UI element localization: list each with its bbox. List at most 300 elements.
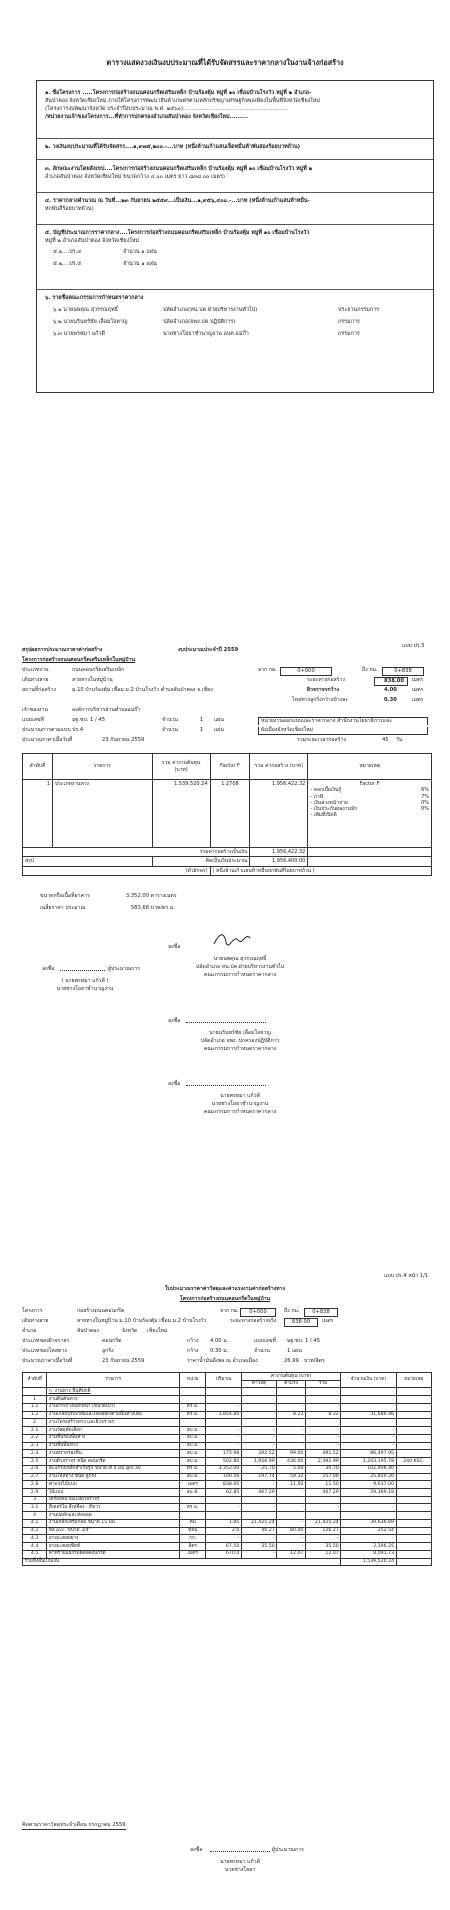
cell-qty: 3,854.80 <box>206 1411 241 1419</box>
cell-seq: 2.8 <box>23 1481 47 1489</box>
committee-member: ๖.๑ นายนพคุณ สุวรรณฤทธิ์ ปลัดอำเภอ(หน.ปค.ฝ่ายบริหารงานทั่วไป) ประธานกรรมการ <box>53 307 380 314</box>
cell-item: ยางมะตอยยาง <box>47 1535 180 1543</box>
cell-qty: 838.00 <box>206 1481 241 1489</box>
cell-mat: - <box>241 1403 276 1411</box>
cell-lab: 80.00 <box>277 1527 306 1535</box>
signature-scribble <box>212 930 252 948</box>
section-scope <box>45 165 429 181</box>
table-row <box>23 1388 432 1396</box>
cell-seq: 4.2 <box>23 1527 47 1535</box>
cell-lab: - <box>277 1543 306 1551</box>
col-total: จำนวนเงิน (บาท) <box>341 1373 396 1388</box>
cell-lab <box>277 1496 306 1504</box>
cell-unit: เมตร <box>179 1550 206 1558</box>
cell-seq: 2.7 <box>23 1473 47 1481</box>
cell-mat: 467.29 <box>241 1489 276 1497</box>
cell-note <box>396 1496 431 1504</box>
cell-item: งานโครงสร้างทาง และผิวจราจร <box>47 1419 180 1427</box>
cell-sum: 21,425.24 <box>305 1519 340 1527</box>
cell-seq: 1.2 <box>23 1411 47 1419</box>
estimator-role: ผู้ประมาณการ <box>272 1847 304 1853</box>
col-note: หมายเหตุ <box>396 1373 431 1388</box>
cell-item: งานไหล่ทาง ชนิด ลูกรัง <box>47 1473 180 1481</box>
table-row <box>23 1504 432 1512</box>
section-budget: ๒. วงเงินงบประมาณที่ได้รับจัดสรร....๑,๙๗๕,๒๐๐.-...บาท (หนึ่งล้านเก้าแสนเจ็ดหมื่นห้าพันสองร้อยบาทถ้วน) <box>45 144 301 150</box>
estimate-item: ๕.๒....ปร.๕ จำนวน ๑ แผ่น <box>53 261 157 268</box>
cell-note <box>396 1519 431 1527</box>
cell-unit: ลบ.ม. <box>179 1450 206 1458</box>
table-row <box>23 1489 432 1497</box>
cell-item: งานดินคันทาง <box>47 1396 180 1404</box>
cell-qty: 2.0 <box>206 1527 241 1535</box>
col-unit-cost: ค่างานต้นทุน (บาท) <box>241 1373 340 1381</box>
cell-total <box>341 1396 396 1404</box>
signature-lead: ลงชื่อ <box>190 1847 203 1853</box>
project-line-1: ๑. ชื่อโครงการ .....โครงการก่อสร้างถนนคอนกรีตเสริมเหล็ก บ้านร้องตุ้ม หมู่ที่ ๑๐ เชื่อมบ้านโรงวัว หมู่ที่ ๒ อำเภอ- <box>45 90 312 96</box>
col-qty: ปริมาณ <box>206 1373 241 1388</box>
signature-block: นายนรินทร์ชัย เลื่อมใจหาญ ปลัดอำเภอ จพง. ปกครองปฏิบัติการ คณะกรรมการกำหนดราคากลาง <box>200 1030 280 1052</box>
cell-lab: - <box>277 1535 306 1543</box>
cell-note <box>396 1481 431 1489</box>
cell-unit: กก. <box>179 1535 206 1543</box>
cell-total: - <box>341 1442 396 1450</box>
info-row: ประมาณการตามแบบ ปร.4 จำนวน 1 แผ่น ผังเมืองจังหวัดเชียงใหม่ <box>22 727 432 737</box>
cell-seq: 1.1 <box>23 1403 47 1411</box>
cell-lab <box>277 1419 306 1427</box>
cell-note <box>396 1473 431 1481</box>
table-row <box>23 1411 432 1419</box>
cell-qty: 175.98 <box>206 1450 241 1458</box>
estimate-item: ๕.๑....ปร.๔ จำนวน ๑ แผ่น <box>53 249 157 256</box>
cell-sum: 30.70 <box>305 1465 340 1473</box>
table-words-row: (ตัวอักษร) ( หนึ่งล้านเก้าแสนห้าหมื่นหกพันสี่ร้อยบาทถ้วน ) <box>23 866 432 875</box>
fiscal-year: งบประมาณประจำปี 2559 <box>178 647 239 653</box>
cell-seq: 2.4 <box>23 1450 47 1458</box>
table-row <box>23 1427 432 1435</box>
cell-item: ค่าทรายแยกรอยต่อคอนกรีต <box>47 1550 180 1558</box>
cell-mat: - <box>241 1550 276 1558</box>
cell-seq <box>23 1388 47 1396</box>
cell-mat: - <box>241 1442 276 1450</box>
cell-qty: - <box>206 1504 241 1512</box>
cell-seq: 1 <box>23 1396 47 1404</box>
project-line-2: สันป่าตอง จังหวัดเชียงใหม่ ภายใต้โครงการพัฒนาสินค้าเกษตรตามหลักปรัชญาเศรษฐกิจพอเพียงในพื้นที่จังหวัดเชียงใหม่ <box>45 98 320 105</box>
table-row <box>23 1458 432 1466</box>
table-row <box>23 1550 432 1558</box>
cell-total <box>341 1512 396 1520</box>
cell-note <box>396 1388 431 1396</box>
signer-role: คณะกรรมการกำหนดราคากลาง <box>203 972 277 978</box>
cell-mat <box>241 1396 276 1404</box>
col-cost: รวม ค่างานต้นทุน (บาท) <box>152 754 210 780</box>
estimate-table <box>22 1372 432 1566</box>
cell-unit: ลบ.ฟ. <box>179 1489 206 1497</box>
cell-item: ก. งานทาง พื้นที่ปกติ <box>47 1388 180 1396</box>
cell-sum: 257.06 <box>305 1473 340 1481</box>
cell-total <box>341 1419 396 1427</box>
cell-unit: ลบ.ม. <box>179 1434 206 1442</box>
cell-item: ค่าแรงไม้แบบ <box>47 1481 180 1489</box>
cell-unit: ตร.ม. <box>179 1403 206 1411</box>
table-row <box>23 1434 432 1442</box>
cell-unit: ลิตร <box>179 1543 206 1551</box>
table-row <box>23 1543 432 1551</box>
cell-qty: 62.85 <box>206 1489 241 1497</box>
cell-unit <box>179 1419 206 1427</box>
cell-mat: - <box>241 1504 276 1512</box>
cell-sum <box>305 1396 340 1404</box>
table-row <box>23 1512 432 1520</box>
signature-lead: ลงชื่อ <box>168 944 181 950</box>
signer-position: ปลัดอำเภอ หน.ปค.ฝ่ายบริหารงานทั่วไป <box>195 964 285 970</box>
section-estimate-list <box>45 229 429 268</box>
summary-header: สรุปผลการประมาณราคาค่าก่อสร้าง <box>22 647 103 653</box>
cell-total: 102,906.40 <box>341 1465 396 1473</box>
cell-unit: ลบ.ม. <box>179 1442 206 1450</box>
cell-item: งานเกลี่ยปรับเกลี่ยและบดอัดผิวตามพื้นทางเดิม <box>47 1411 180 1419</box>
cell-sum <box>305 1419 340 1427</box>
unit-cost-average: เฉลี่ยราคา ประมาณ 583.66 บาท/ตร.ม. <box>40 905 175 911</box>
cell-note <box>396 1535 431 1543</box>
cell-item: งานบ่อพักและท่อลอด <box>47 1512 180 1520</box>
col-material: ค่าวัสดุ <box>241 1380 276 1388</box>
cell-seq: 4 <box>23 1512 47 1520</box>
cell-item: งานเหล็กเสริมกลม ขนาด 15 มม. <box>47 1519 180 1527</box>
median-line-2: หกพันสี่ร้อยบาทถ้วน) <box>45 206 94 213</box>
table-row: 1 ประเภทงานทาง 1,539,520.24 1.2708 1,956,422.32 Factor F - ดอกเบี้ยเงินกู้ 6% - ภาษี 7% - เงินล่วงหน้าจ่าย 0% - เงินประกันผลงานหัก 0% - เพิ่มที่เปิดดิ <box>23 780 432 848</box>
cell-mat: 1,956.99 <box>241 1458 276 1466</box>
cell-mat: - <box>241 1427 276 1435</box>
cell-total: - <box>341 1434 396 1442</box>
estimator-block: นายพรหมา แก้วดี นายช่างโยธา <box>220 1859 260 1873</box>
divider <box>37 224 433 225</box>
signature-lead: ลงชื่อ <box>168 1081 181 1087</box>
cell-sum: 467.29 <box>305 1489 340 1497</box>
cell-item: งานทรายรองพื้น <box>47 1450 180 1458</box>
cell-lab <box>277 1396 306 1404</box>
info-row: ไหล่ทางลูกรังกว้างข้างละ 0.30 เมตร <box>292 697 424 703</box>
cell-note: 240 KSC. <box>396 1458 431 1466</box>
col-item: รายการ <box>47 1373 180 1388</box>
cell-item: ไม้แบบ <box>47 1489 180 1497</box>
table-row <box>23 1442 432 1450</box>
cell-lab: 8.22 <box>277 1411 306 1419</box>
cell-item: งานถากถางปอกหน้า (ขนาดเบา) <box>47 1403 180 1411</box>
cell-unit: ตร.ม. <box>179 1504 206 1512</box>
section-project <box>45 89 429 121</box>
cell-note <box>396 1512 431 1520</box>
table-total-row: สรุป คิดเป็นเงินประมาณ 1,956,400.00 <box>23 857 432 866</box>
cell-sum: - <box>305 1535 340 1543</box>
cell-total <box>341 1496 396 1504</box>
cell-mat: 25.70 <box>241 1465 276 1473</box>
info-row: สถานที่ก่อสร้าง ม.10 บ้านร้องตุ้ม เชื่อม ม.2 บ้านโรงวัว ตำบลสันป่าตอง จ.เชียง ผิวจราจรกว้าง 4.00 เมตร <box>22 687 424 693</box>
cell-lab: 12.07 <box>277 1550 306 1558</box>
cell-total: 39,636.69 <box>341 1519 396 1527</box>
cell-mat: 35.50 <box>241 1543 276 1551</box>
cell-item: ตะแกรงเหล็กสำเร็จรูป ขนาด Ø 4 มม.@0.30 <box>47 1465 180 1473</box>
table-row <box>23 1473 432 1481</box>
committee-member: ๖.๒ นายนรินทร์ชัย เลื่อมใจหาญ ปลัดอำเภอ(จพง.ปค.ปฏิบัติการ) กรรมการ <box>53 319 360 326</box>
cell-sum: 12.07 <box>305 1550 340 1558</box>
scope-line-1: ๓. ลักษณะงานโดยสังเขป....โครงการก่อสร้างถนนคอนกรีตเสริมเหล็ก บ้านร้องตุ้ม หมู่ที่ ๑๐ เชื่อมบ้านโรงวัว หมู่ที่ ๒ <box>45 166 313 172</box>
cell-unit <box>179 1512 206 1520</box>
cell-seq: 2.2 <box>23 1434 47 1442</box>
cell-total: - <box>341 1535 396 1543</box>
cell-sum: - <box>305 1427 340 1435</box>
cell-total: 1,203,195.78 <box>341 1458 396 1466</box>
cell-seq: 2.6 <box>23 1465 47 1473</box>
cell-seq: 4.5 <box>23 1550 47 1558</box>
cell-unit: ตัน <box>179 1519 206 1527</box>
info-row: โครงการ ก่อสร้างถนนคอนกรีต จาก กม. 0+000 ถึง กม. 0+838 <box>22 1308 432 1318</box>
cell-seq: 2 <box>23 1419 47 1427</box>
cell-unit: เมตร <box>179 1481 206 1489</box>
col-build: รวม ค่าก่อสร้าง (บาท) <box>250 754 308 780</box>
cell-note <box>396 1504 431 1512</box>
cell-seq: 4.3 <box>23 1535 47 1543</box>
col-labor: ค่าแรง <box>277 1380 306 1388</box>
cell-sum: 126.27 <box>305 1527 340 1535</box>
cell-sum <box>305 1388 340 1396</box>
divider <box>37 138 433 139</box>
divider <box>37 289 433 290</box>
cell-qty <box>206 1496 241 1504</box>
info-row: แบบเลขที่ มฐ.ชบ. 1 / 45 จำนวน 1 แผ่น หน่วยงานออกแบบและราคากลาง สำนักงานโยธาธิการและ <box>22 717 432 727</box>
cell-lab: - <box>277 1427 306 1435</box>
cell-sum: - <box>305 1434 340 1442</box>
cell-item: เครื่องหมายแบ่งผิวจราจร <box>47 1496 180 1504</box>
divider <box>37 192 433 193</box>
cell-total: - <box>341 1504 396 1512</box>
cell-note <box>396 1411 431 1419</box>
cell-lab: - <box>277 1403 306 1411</box>
cell-total: 86,497.95 <box>341 1450 396 1458</box>
cell-seq: 4.1 <box>23 1519 47 1527</box>
cell-seq: 3 <box>23 1496 47 1504</box>
cell-lab: 5.00 <box>277 1465 306 1473</box>
signature-line <box>210 1851 270 1852</box>
cell-total: 9,637.00 <box>341 1481 396 1489</box>
cell-qty <box>206 1512 241 1520</box>
info-row: เส้นทางสาย สายทางในหมู่บ้าน ระยะทางก่อสร้าง 838.00 เมตร <box>22 677 432 687</box>
cell-qty: 1.85 <box>206 1519 241 1527</box>
cell-mat: - <box>241 1481 276 1489</box>
info-row: ประเภทงาน ถนนคอนกรีตเสริมเหล็ก จาก กม. 0+000 ถึง กม. 0+838 <box>22 667 432 677</box>
committee-title: ๖. รายชื่อคณะกรรมการกำหนดราคากลาง <box>45 295 144 301</box>
cell-mat <box>241 1512 276 1520</box>
cell-mat <box>241 1496 276 1504</box>
signature-line <box>60 970 105 971</box>
estimator-role: ผู้ประมาณการ <box>108 966 140 972</box>
info-row: ประเภทของไหล่ทาง ลูกรัง กว้าง 0.30 ม. จำนวน 1 แผ่น <box>22 1348 302 1354</box>
cell-mat: - <box>241 1535 276 1543</box>
cell-total <box>341 1388 396 1396</box>
table-row <box>23 1465 432 1473</box>
table-row <box>23 1450 432 1458</box>
cell-note <box>396 1450 431 1458</box>
cell-qty: - <box>206 1403 241 1411</box>
committee-member: ๖.๓ นายพรหมา แก้วดี นายช่างโยธาชำนาญงาน อบต.แม่ก๊า กรรมการ <box>53 331 360 338</box>
cell-unit <box>179 1396 206 1404</box>
info-row: เส้นทางสาย สายทางในหมู่บ้าน ม.10 บ้านร้องตุ้ม เชื่อม ม.2 บ้านโรงวัว ระยะทางก่อสร้างจริง 838.00 เมตร <box>22 1318 432 1328</box>
cell-seq: 2.9 <box>23 1489 47 1497</box>
estimate-line-2: หมู่ที่ ๒ อำเภอสันป่าตอง จังหวัดเชียงใหม่ <box>45 238 139 245</box>
cell-qty: 100.56 <box>206 1473 241 1481</box>
cell-item: ยางมะตอยขีดท์ <box>47 1543 180 1551</box>
cell-sum: 2,392.99 <box>305 1458 340 1466</box>
page3-subtitle: โครงการก่อสร้างถนนคอนกรีตในหมู่บ้าน <box>179 1296 271 1302</box>
col-seq: ลำดับที่ <box>23 754 53 780</box>
cell-qty <box>206 1419 241 1427</box>
col-sum: รวม <box>305 1380 340 1388</box>
table-row <box>23 1496 432 1504</box>
cell-lab: 59.32 <box>277 1473 306 1481</box>
info-row: ประมาณราคาเมื่อวันที่ 23 กันยายน 2559 ราคาน้ำมันดีเซล ณ อำเภอเมือง 26.99 บาท/ลิตร <box>22 1358 325 1364</box>
cell-note <box>396 1527 431 1535</box>
cell-mat: - <box>241 1434 276 1442</box>
estimator-block: ( นายพรหมา แก้วดี ) นายช่างโยธาชำนาญงาน <box>56 978 114 992</box>
cell-total: 2,396.25 <box>341 1543 396 1551</box>
cell-unit: ลบ.ม. <box>179 1473 206 1481</box>
cell-unit <box>179 1496 206 1504</box>
estimate-table-body <box>23 1388 432 1558</box>
table-row <box>23 1396 432 1404</box>
cell-seq: 2.1 <box>23 1427 47 1435</box>
cell-qty: 67.50 <box>206 1543 241 1551</box>
page3-info <box>22 1308 432 1368</box>
cell-sum: 491.52 <box>305 1450 340 1458</box>
col-item: รายการ <box>52 754 152 780</box>
section-median-price <box>45 197 429 213</box>
cell-note <box>396 1434 431 1442</box>
cell-qty <box>206 1388 241 1396</box>
cell-item: งานชั้นรองพื้นทาง <box>47 1434 180 1442</box>
table-sum-row: รวมค่าก่อสร้างเป็นเงิน 1,956,422.32 <box>23 848 432 857</box>
cell-note <box>396 1550 431 1558</box>
price-reference-note: คิดตามราคาวัสดุประจำเดือน กรกฎาคม 2559 <box>22 1822 126 1830</box>
cell-seq: 3.1 <box>23 1504 47 1512</box>
table-row <box>23 1535 432 1543</box>
cell-total: 8,091.73 <box>341 1550 396 1558</box>
cell-sum <box>305 1496 340 1504</box>
cell-total: 25,850.26 <box>341 1473 396 1481</box>
cell-seq: 2.3 <box>23 1442 47 1450</box>
cell-lab: - <box>277 1442 306 1450</box>
table-row <box>23 1481 432 1489</box>
form-code-pr5: แบบ ปร.5 <box>402 643 425 649</box>
project-info <box>22 667 432 747</box>
info-row: ประมาณราคาเมื่อวันที่ 23 กันยายน 2559 รวมระยะเวลาก่อสร้าง 45 วัน <box>22 737 403 743</box>
cell-qty: 670.4 <box>206 1550 241 1558</box>
cell-sum: - <box>305 1442 340 1450</box>
cell-note <box>396 1419 431 1427</box>
cell-qty <box>206 1396 241 1404</box>
cell-mat <box>241 1388 276 1396</box>
cell-note <box>396 1442 431 1450</box>
info-row: อำเภอ สันป่าตอง จังหวัด เชียงใหม่ <box>22 1328 168 1334</box>
col-note: หมายเหตุ <box>308 754 432 780</box>
cell-unit <box>179 1388 206 1396</box>
cell-total: 31,686.46 <box>341 1411 396 1419</box>
median-line-1: ๔. ราคากลางคำนวณ ณ วันที่...๒๓ กันยายน ๒๕๕๙...เป็นเงิน...๑,๙๕๖,๔๐๐.-...บาท (หนึ่งล้านเก้าแสนห้าหมื่น- <box>45 198 310 204</box>
cell-qty: - <box>206 1427 241 1435</box>
project-title: โครงการก่อสร้างถนนคอนกรีตเสริมเหล็กในหมู่บ้าน <box>22 657 136 663</box>
cell-mat <box>241 1419 276 1427</box>
signature-block <box>170 955 310 979</box>
cell-item: สีเทอร์โม สีเหลือง - สีขาว <box>47 1504 180 1512</box>
unit-cost-area: ขนาดหรือเนื้อที่อาคาร 3,352.00 ตารางเมตร <box>40 893 177 899</box>
cell-total: - <box>341 1427 396 1435</box>
cell-mat: 46.27 <box>241 1527 276 1535</box>
budget-summary-box <box>36 80 434 393</box>
cell-lab <box>277 1388 306 1396</box>
cell-sum: - <box>305 1403 340 1411</box>
cell-item: งานผิวจราจร ชนิด คอนกรีต <box>47 1458 180 1466</box>
cell-qty: - <box>206 1434 241 1442</box>
cell-note <box>396 1403 431 1411</box>
signature-block: นายพรหมา แก้วดี นายช่างโยธาชำนาญงาน คณะกรรมการกำหนดราคากลาง <box>203 1093 277 1115</box>
col-factor: Factor F <box>210 754 250 780</box>
cell-mat: 21,425.24 <box>241 1519 276 1527</box>
cell-lab: - <box>277 1434 306 1442</box>
cell-qty: - <box>206 1535 241 1543</box>
cell-seq: 2.5 <box>23 1458 47 1466</box>
info-row: เจ้าของงาน องค์การบริหารส่วนตำบลแม่ก๊า <box>22 707 141 713</box>
cell-mat: 392.52 <box>241 1450 276 1458</box>
col-unit: หน่วย <box>179 1373 206 1388</box>
cell-unit: ตร.ม. <box>179 1411 206 1419</box>
estimate-title: ๕. บัญชีประมาณการราคากลาง....โครงการก่อสร้างถนนคอนกรีตเสริมเหล็ก บ้านร้องตุ้ม หมู่ที่ ๑๐ เชื่อมบ้านโรงวัว <box>45 230 310 236</box>
table-row <box>23 1527 432 1535</box>
cell-unit: ตร.ม. <box>179 1465 206 1473</box>
cell-unit: ท่อน <box>179 1527 206 1535</box>
signature-line <box>186 1085 266 1086</box>
cell-seq: 4.4 <box>23 1543 47 1551</box>
info-row: ประเภทของผิวจราจร คอนกรีต กว้าง 4.00 ม. แบบเลขที่ มฐ.ชบ. 1 / 45 <box>22 1338 320 1344</box>
cell-lab: - <box>277 1519 306 1527</box>
table-row <box>23 1403 432 1411</box>
cell-sum: - <box>305 1504 340 1512</box>
cell-mat: 197.74 <box>241 1473 276 1481</box>
cell-sum: 35.50 <box>305 1543 340 1551</box>
cell-lab: 11.50 <box>277 1481 306 1489</box>
cell-total: - <box>341 1403 396 1411</box>
factor-notes: Factor F - ดอกเบี้ยเงินกู้ 6% - ภาษี 7% - เงินล่วงหน้าจ่าย 0% - เงินประกันผลงานหัก 0% - เพิ่มที่เปิดดิ <box>308 780 432 848</box>
cell-mat: - <box>241 1411 276 1419</box>
cell-lab: - <box>277 1504 306 1512</box>
page3-title: ใบประมาณราคาค่าวัสดุและค่าแรงงานค่าก่อสร้างทาง <box>165 1286 285 1292</box>
signer-name: นายนพคุณ สุวรรณฤทธิ์ <box>213 956 267 962</box>
cell-lab <box>277 1512 306 1520</box>
cell-note <box>396 1396 431 1404</box>
table-row <box>23 1519 432 1527</box>
cell-lab: 436.00 <box>277 1458 306 1466</box>
cell-unit: ลบ.ม. <box>179 1427 206 1435</box>
cell-qty: - <box>206 1442 241 1450</box>
estimate-sum-row: รวมทั้งสิ้นเป็นเงิน 1,539,520.24 <box>23 1558 432 1566</box>
cell-note <box>396 1543 431 1551</box>
cell-note <box>396 1489 431 1497</box>
cell-note <box>396 1465 431 1473</box>
signature-lead: ลงชื่อ <box>168 1018 181 1024</box>
signature-lead: ลงชื่อ <box>42 966 55 972</box>
form-code-pr4: แบบ ปร.4 หน้า 1/1 <box>384 1273 429 1279</box>
project-owner: /หน่วยงานเจ้าของโครงการ...ที่ทำการปกครองอำเภอสันป่าตอง จังหวัดเชียงใหม่......... <box>45 114 248 121</box>
cell-total: 29,369.18 <box>341 1489 396 1497</box>
cell-qty: 3,352.00 <box>206 1465 241 1473</box>
cell-sum: 8.22 <box>305 1411 340 1419</box>
